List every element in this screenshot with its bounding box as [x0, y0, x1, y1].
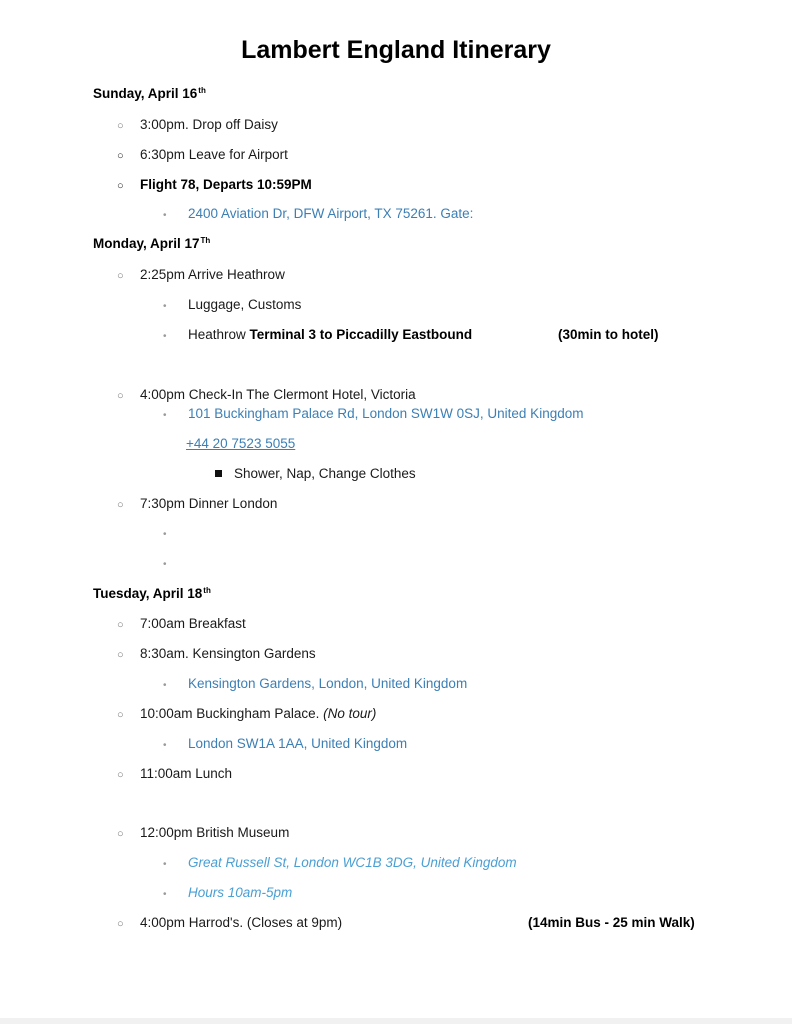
list-item: ○ 11:00am Lunch [117, 766, 233, 781]
document-title: Lambert England Itinerary [241, 36, 551, 64]
hollow-circle-bullet-icon: ○ [117, 828, 124, 840]
hollow-circle-bullet-icon: ○ [117, 499, 124, 511]
museum-hours-link[interactable]: Hours 10am-5pm [188, 885, 293, 900]
museum-address-link[interactable]: Great Russell St, London WC1B 3DG, United Kingdom [188, 855, 517, 870]
list-item: ○ Flight 78, Departs 10:59PM [117, 177, 312, 192]
day-heading-tuesday: Tuesday, April 18th [93, 586, 211, 601]
hollow-circle-bullet-icon: ○ [117, 150, 124, 162]
list-item: ○ 6:30pm Leave for Airport [117, 147, 288, 162]
hotel-phone-link[interactable]: +44 20 7523 5055 [186, 436, 296, 451]
empty-list-item [163, 555, 179, 570]
page-bottom-divider [0, 1018, 792, 1024]
list-item: • Heathrow Terminal 3 to Piccadilly Eastbound [163, 327, 473, 342]
hollow-circle-bullet-icon: ○ [117, 270, 124, 282]
day-heading-monday: Monday, April 17Th [93, 236, 211, 251]
list-item: ○ 7:30pm Dinner London [117, 496, 278, 511]
hollow-circle-bullet-icon: ○ [117, 180, 124, 192]
list-item: ○ 4:00pm Harrod's. (Closes at 9pm) [117, 915, 343, 930]
dot-bullet-icon: • [163, 859, 167, 870]
day-heading-sunday: Sunday, April 16th [93, 86, 206, 101]
dot-bullet-icon: • [163, 410, 167, 421]
list-item: ○ 10:00am Buckingham Palace. (No tour) [117, 706, 377, 721]
list-item [163, 855, 517, 870]
list-item: ○ 3:00pm. Drop off Daisy [117, 117, 278, 132]
hollow-circle-bullet-icon: ○ [117, 918, 124, 930]
dot-bullet-icon: • [163, 680, 167, 691]
empty-list-item [163, 525, 179, 540]
list-item: • Luggage, Customs [163, 297, 302, 312]
buckingham-address-link[interactable]: London SW1A 1AA, United Kingdom [188, 736, 408, 751]
list-item: ○ 12:00pm British Museum [117, 825, 290, 840]
hollow-circle-bullet-icon: ○ [117, 619, 124, 631]
list-item: ○ 7:00am Breakfast [117, 616, 246, 631]
dot-bullet-icon: • [163, 210, 167, 221]
airport-address-link[interactable]: 2400 Aviation Dr, DFW Airport, TX 75261. Gate: [188, 206, 474, 221]
dot-bullet-icon: • [163, 529, 167, 540]
hollow-circle-bullet-icon: ○ [117, 649, 124, 661]
square-bullet-icon [215, 470, 222, 477]
list-item [163, 676, 467, 691]
list-item [163, 206, 473, 221]
dot-bullet-icon: • [163, 331, 167, 342]
dot-bullet-icon: • [163, 301, 167, 312]
hotel-travel-time-note: (30min to hotel) [558, 327, 659, 342]
dot-bullet-icon: • [163, 559, 167, 570]
dot-bullet-icon: • [163, 889, 167, 900]
hotel-address-link[interactable]: 101 Buckingham Palace Rd, London SW1W 0SJ, United Kingdom [188, 406, 584, 421]
list-item: ○ 2:25pm Arrive Heathrow [117, 267, 285, 282]
hollow-circle-bullet-icon: ○ [117, 390, 124, 402]
list-item: ○ 4:00pm Check-In The Clermont Hotel, Victoria [117, 387, 416, 402]
list-item: ○ 8:30am. Kensington Gardens [117, 646, 316, 661]
dot-bullet-icon: • [163, 740, 167, 751]
hollow-circle-bullet-icon: ○ [117, 769, 124, 781]
list-item: Shower, Nap, Change Clothes [213, 466, 416, 481]
hollow-circle-bullet-icon: ○ [117, 709, 124, 721]
kensington-address-link[interactable]: Kensington Gardens, London, United Kingdom [188, 676, 468, 691]
list-item [163, 406, 583, 421]
list-item [163, 885, 292, 900]
list-item [163, 736, 407, 751]
harrods-travel-time-note: (14min Bus - 25 min Walk) [528, 915, 695, 930]
hollow-circle-bullet-icon: ○ [117, 120, 124, 132]
